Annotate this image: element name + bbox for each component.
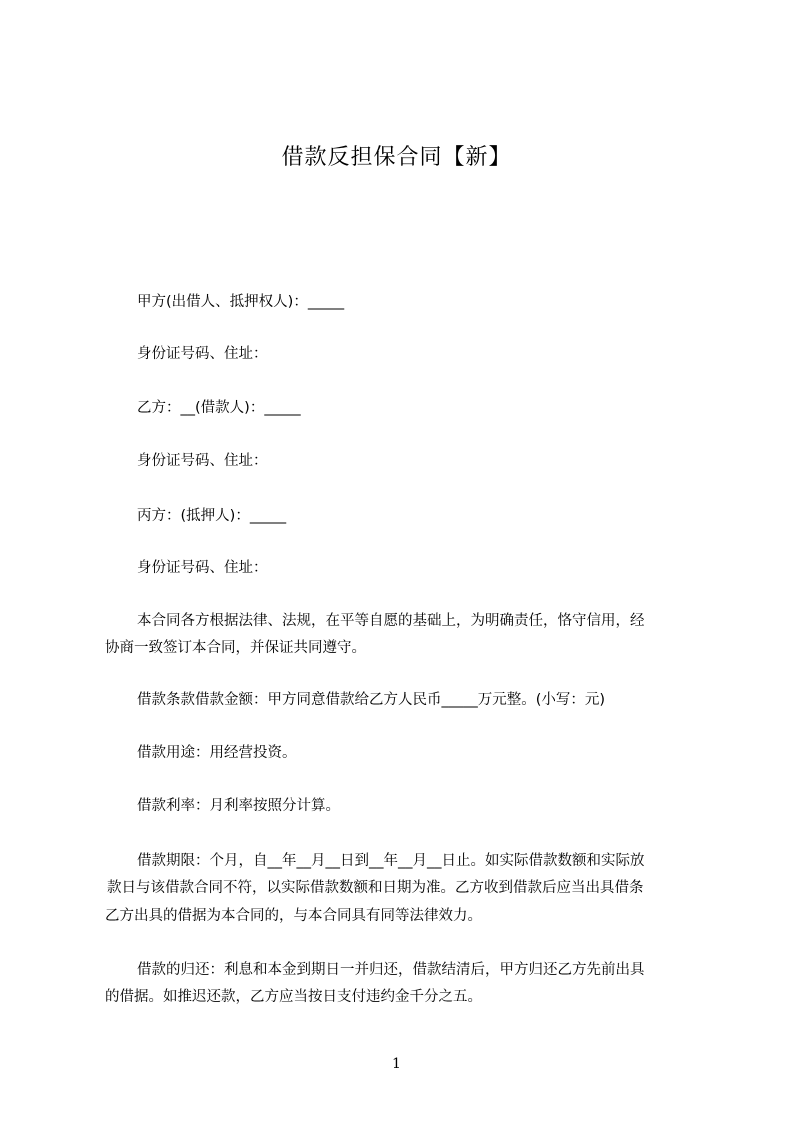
party-b-line: 乙方：__(借款人)：_____	[137, 400, 301, 416]
loan-term-line-2: 款日与该借款合同不符，以实际借款数额和日期为准。乙方收到借款后应当出具借条	[107, 880, 644, 896]
loan-term-line-1: 借款期限：个月，自__年__月__日到__年__月__日止。如实际借款数额和实际放	[137, 853, 645, 869]
document-title: 借款反担保合同【新】	[281, 145, 512, 170]
party-c-line: 丙方：(抵押人)：_____	[137, 508, 287, 524]
party-b-id-address: 身份证号码、住址：	[137, 453, 268, 469]
repayment-line-1: 借款的归还：利息和本金到期日一并归还，借款结清后，甲方归还乙方先前出具	[137, 962, 645, 978]
party-c-id-address: 身份证号码、住址：	[137, 560, 268, 576]
party-a-line: 甲方(出借人、抵押权人)：_____	[137, 294, 345, 310]
preamble-line-2: 协商一致签订本合同，并保证共同遵守。	[105, 640, 366, 656]
page-number: 1	[392, 1056, 401, 1072]
loan-amount-line: 借款条款借款金额：甲方同意借款给乙方人民币_____万元整。(小写：元)	[137, 692, 606, 708]
preamble-line-1: 本合同各方根据法律、法规，在平等自愿的基础上，为明确责任，恪守信用，经	[137, 613, 645, 629]
repayment-line-2: 的借据。如推迟还款，乙方应当按日支付违约金千分之五。	[105, 989, 482, 1005]
party-a-id-address: 身份证号码、住址：	[137, 346, 268, 362]
loan-term-line-3: 乙方出具的借据为本合同的，与本合同具有同等法律效力。	[105, 908, 482, 924]
loan-purpose-line: 借款用途：用经营投资。	[137, 745, 297, 761]
loan-interest-line: 借款利率：月利率按照分计算。	[137, 798, 340, 814]
